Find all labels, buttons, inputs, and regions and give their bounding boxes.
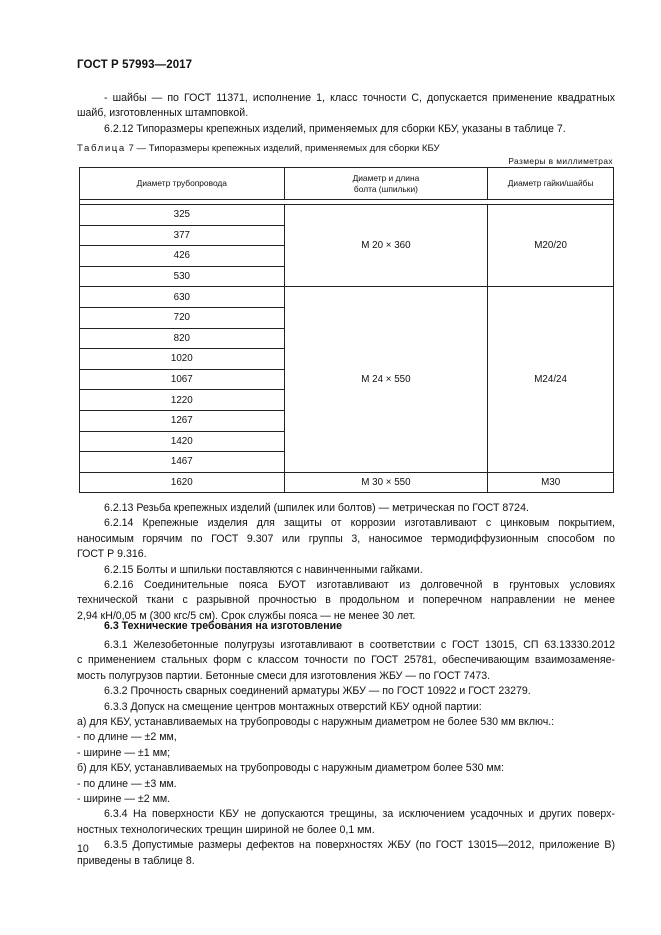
text-line: 6.3.4 На поверхности КБУ не допускаются трещины, за исключением усадочных и других поверх- [104, 808, 615, 821]
section-6-3 [77, 619, 615, 634]
document-code-header: ГОСТ Р 57993—2017 [77, 59, 193, 71]
intro-paragraph [77, 91, 615, 137]
table-header-row [80, 168, 614, 200]
pipe-diameter-cell: 530 [80, 266, 285, 287]
pipe-diameter-cell: 820 [80, 328, 285, 349]
header-nut-size: Диаметр гайки/шайбы [488, 168, 614, 200]
bolt-size-cell: М 20 × 360 [284, 205, 488, 287]
table-row [80, 205, 614, 226]
table-caption-text: 7 — Типоразмеры крепежных изделий, применяемых для сборки КБУ [128, 143, 440, 154]
body-paragraphs [77, 501, 615, 624]
text-line: а) для КБУ, устанавливаемых на трубопроводы с наружным диаметром не более 530 мм включ.: [77, 716, 555, 729]
pipe-diameter-cell: 377 [80, 225, 285, 246]
text-line: - по длине — ±3 мм. [77, 777, 177, 790]
text-line: технической ткани с разрывной прочностью в продольном и поперечном направлении не менее [77, 594, 615, 607]
pipe-diameter-cell: 1467 [80, 452, 285, 473]
text-line: - ширине — ±2 мм. [77, 793, 171, 806]
text-line: ностных технологических трещин шириной не более 0,1 мм. [77, 823, 375, 836]
table-caption-prefix: Таблица [77, 143, 126, 154]
table-row [80, 287, 614, 308]
pipe-diameter-cell: 1220 [80, 390, 285, 411]
pipe-diameter-cell: 1420 [80, 431, 285, 452]
pipe-diameter-cell: 630 [80, 287, 285, 308]
text-line: мость полугрузов партии. Бетонные смеси для изготовления ЖБУ — по ГОСТ 7473. [77, 669, 491, 682]
text-line: 6.2.15 Болты и шпильки поставляются с навинченными гайками. [104, 563, 423, 576]
bolt-size-cell: М 30 × 550 [284, 472, 488, 493]
text-line: приведены в таблице 8. [77, 854, 195, 867]
text-line: наносимым горячим по ГОСТ 9.307 или группы 3, наносимое термодиффузионным способом по [77, 532, 615, 545]
pipe-diameter-cell: 426 [80, 246, 285, 267]
section-6-3-paragraphs [77, 638, 615, 869]
text-line: шайб, изготовленных штамповкой. [77, 107, 249, 120]
text-line: - шайбы — по ГОСТ 11371, исполнение 1, класс точности С, допускается применение квадратных [104, 92, 615, 104]
pipe-diameter-cell: 325 [80, 205, 285, 226]
bolt-size-cell: М 24 × 550 [284, 287, 488, 472]
text-line: 6.2.14 Крепежные изделия для защиты от коррозии изготавливают с цинковым покрытием, [104, 517, 615, 530]
text-line: - ширине — ±1 мм; [77, 746, 171, 759]
pipe-diameter-cell: 1267 [80, 410, 285, 431]
table-row [80, 472, 614, 493]
text-line: ГОСТ Р 9.316. [77, 548, 147, 561]
table-units-note: Размеры в миллиметрах [508, 156, 613, 166]
header-pipe-diameter: Диаметр трубопровода [80, 168, 285, 200]
fastener-sizes-table [79, 167, 614, 493]
text-line: 6.3.3 Допуск на смещение центров монтажных отверстий КБУ одной партии: [104, 700, 482, 713]
text-line: 2,94 кН/0,05 м (300 кгс/5 см). Срок службы пояса — не менее 30 лет. [77, 609, 416, 622]
nut-size-cell: М30 [488, 472, 614, 493]
pipe-diameter-cell: 1620 [80, 472, 285, 493]
text-line: 6.2.13 Резьба крепежных изделий (шпилек или болтов) — метрическая по ГОСТ 8724. [104, 502, 529, 514]
header-bolt-line1: Диаметр и длина [352, 172, 420, 183]
text-line: 6.2.12 Типоразмеры крепежных изделий, применяемых для сборки КБУ, указаны в таблице 7. [104, 122, 566, 135]
pipe-diameter-cell: 720 [80, 307, 285, 328]
nut-size-cell: М20/20 [488, 205, 614, 287]
text-line: 6.3.2 Прочность сварных соединений арматуры ЖБУ — по ГОСТ 10922 и ГОСТ 23279. [104, 685, 531, 698]
text-line: - по длине — ±2 мм, [77, 731, 177, 744]
text-line: 6.2.16 Соединительные пояса БУОТ изготавливают из долговечной в грунтовых условиях [104, 579, 615, 592]
text-line: с применением стальных форм с классом точности по ГОСТ 25781, обеспечивающим взаимозаменяе- [77, 654, 615, 667]
header-bolt-line2: болта (шпильки) [353, 183, 418, 194]
pipe-diameter-cell: 1020 [80, 349, 285, 370]
text-line: 6.3.5 Допустимые размеры дефектов на поверхностях ЖБУ (по ГОСТ 13015—2012, приложение В) [104, 839, 615, 852]
text-line: б) для КБУ, устанавливаемых на трубопроводы с наружным диаметром более 530 мм: [77, 762, 504, 775]
pipe-diameter-cell: 1067 [80, 369, 285, 390]
section-heading: 6.3 Технические требования на изготовление [104, 620, 343, 632]
text-line: 6.3.1 Железобетонные полугрузы изготавливают в соответствии с ГОСТ 13015, СП 63.13330.2012 [104, 639, 615, 651]
table-caption [77, 143, 440, 154]
nut-size-cell: М24/24 [488, 287, 614, 472]
header-bolt-size [284, 168, 488, 200]
page-number: 10 [77, 843, 89, 855]
